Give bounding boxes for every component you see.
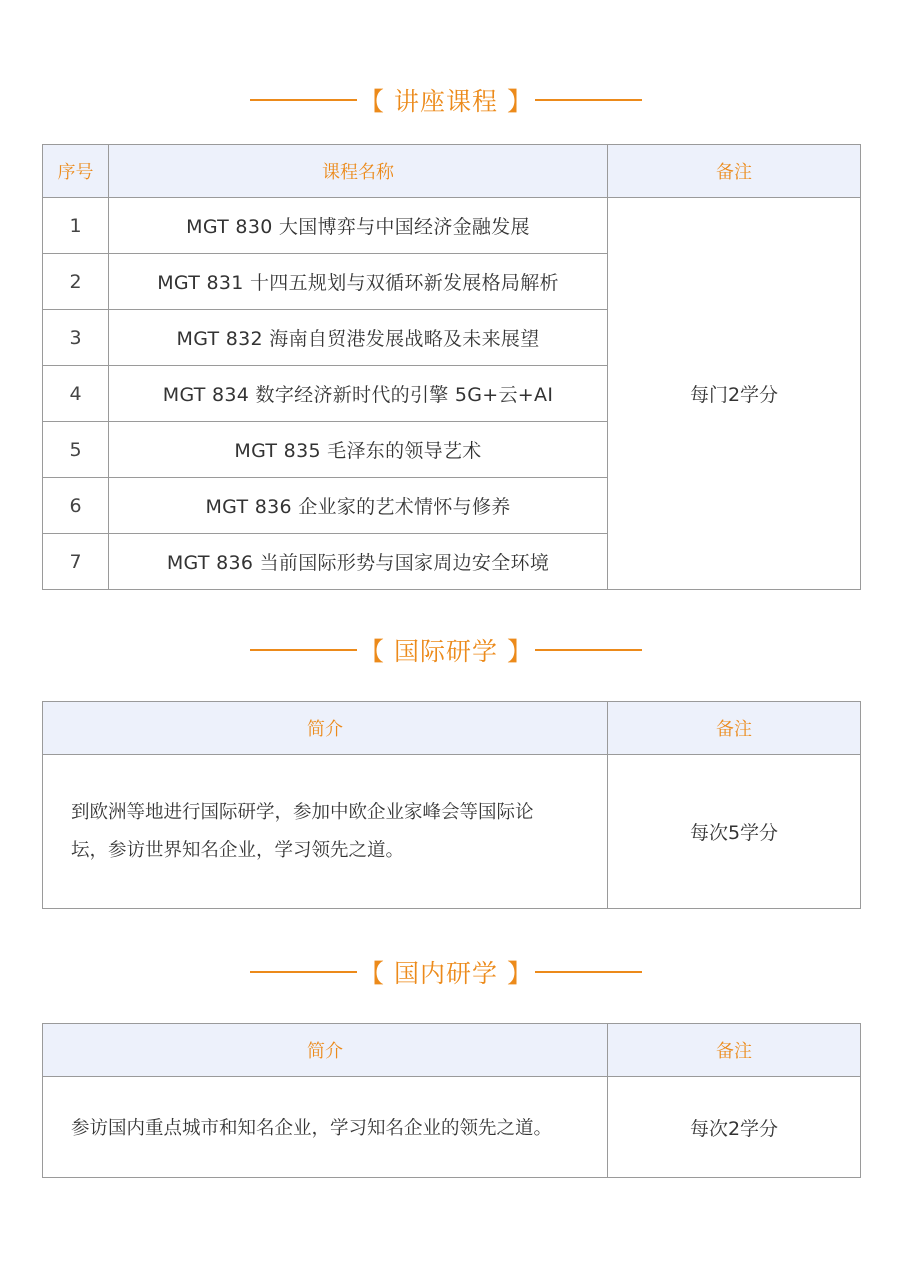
course-name: MGT 836 企业家的艺术情怀与修养 — [109, 478, 608, 534]
header-note: 备注 — [608, 1024, 861, 1077]
lectures-note: 每门2学分 — [608, 198, 861, 590]
title-line-left — [250, 99, 357, 101]
row-index: 7 — [43, 534, 109, 590]
course-name: MGT 832 海南自贸港发展战略及未来展望 — [109, 310, 608, 366]
domestic-note: 每次2学分 — [608, 1077, 861, 1178]
international-note: 每次5学分 — [608, 755, 861, 909]
section-title-international — [250, 630, 642, 670]
row-index: 3 — [43, 310, 109, 366]
domestic-intro: 参访国内重点城市和知名企业，学习知名企业的领先之道。 — [43, 1077, 608, 1178]
course-name: MGT 836 当前国际形势与国家周边安全环境 — [109, 534, 608, 590]
table-row — [43, 1077, 861, 1178]
section-title-label: 【 讲座课程 】 — [359, 87, 533, 116]
title-line-right — [535, 971, 642, 973]
course-name: MGT 835 毛泽东的领导艺术 — [109, 422, 608, 478]
section-title-label: 【 国内研学 】 — [359, 959, 533, 988]
table-row — [43, 198, 861, 254]
row-index: 2 — [43, 254, 109, 310]
header-note: 备注 — [608, 145, 861, 198]
course-name: MGT 834 数字经济新时代的引擎 5G+云+AI — [109, 366, 608, 422]
section-title-lectures — [250, 80, 642, 120]
row-index: 5 — [43, 422, 109, 478]
table-header-row — [43, 702, 861, 755]
header-note: 备注 — [608, 702, 861, 755]
title-line-right — [535, 649, 642, 651]
header-index: 序号 — [43, 145, 109, 198]
section-title-label: 【 国际研学 】 — [359, 637, 533, 666]
table-row — [43, 755, 861, 909]
international-table — [42, 701, 861, 909]
lectures-table — [42, 144, 861, 590]
domestic-table — [42, 1023, 861, 1178]
header-intro: 简介 — [43, 1024, 608, 1077]
section-title-domestic — [250, 952, 642, 992]
course-name: MGT 831 十四五规划与双循环新发展格局解析 — [109, 254, 608, 310]
row-index: 1 — [43, 198, 109, 254]
row-index: 4 — [43, 366, 109, 422]
header-intro: 简介 — [43, 702, 608, 755]
header-course-name: 课程名称 — [109, 145, 608, 198]
title-line-right — [535, 99, 642, 101]
row-index: 6 — [43, 478, 109, 534]
title-line-left — [250, 649, 357, 651]
course-name: MGT 830 大国博弈与中国经济金融发展 — [109, 198, 608, 254]
title-line-left — [250, 971, 357, 973]
table-header-row — [43, 145, 861, 198]
international-intro: 到欧洲等地进行国际研学，参加中欧企业家峰会等国际论坛，参访世界知名企业，学习领先之道。 — [43, 755, 608, 909]
table-header-row — [43, 1024, 861, 1077]
